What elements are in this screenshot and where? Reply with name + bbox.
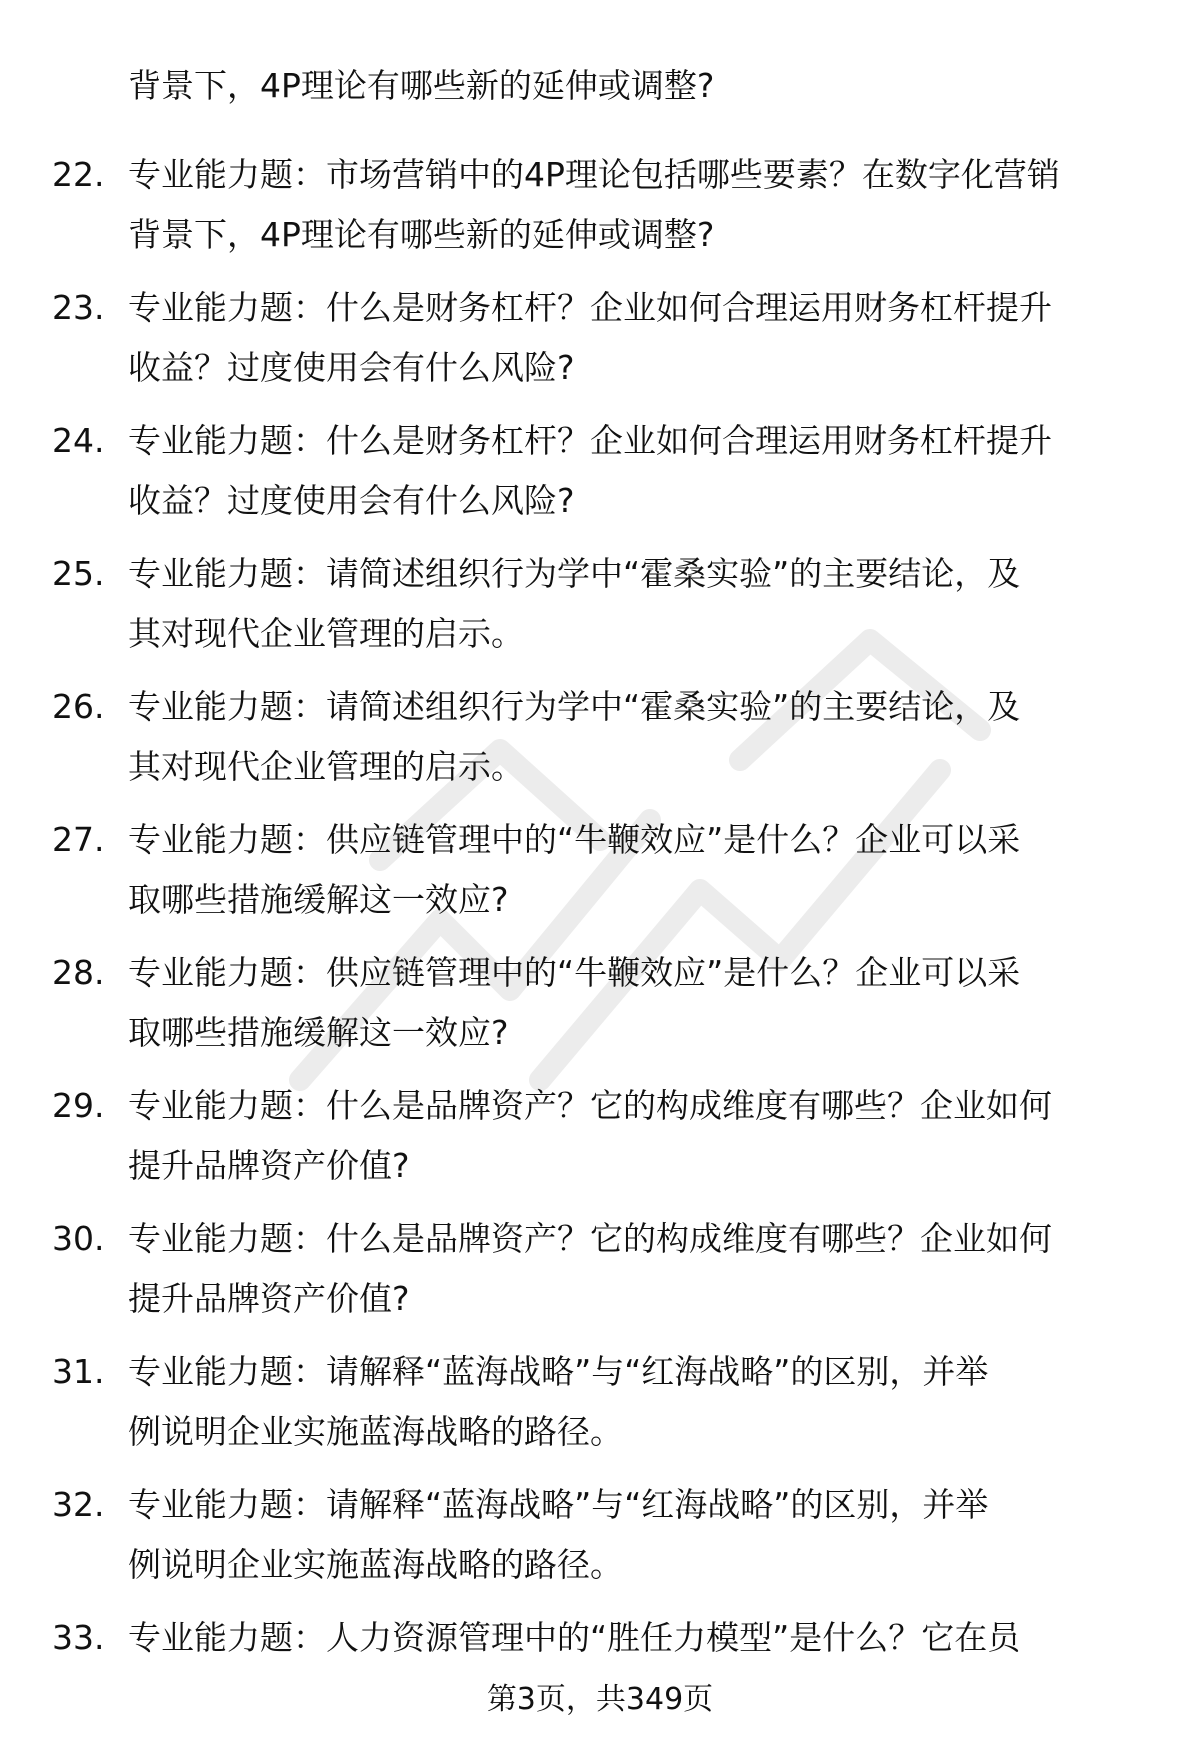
question-item bbox=[0, 1076, 1200, 1209]
question-text bbox=[128, 145, 1148, 265]
question-text bbox=[128, 1475, 1148, 1595]
question-number: 25. bbox=[52, 554, 105, 593]
question-line: 专业能力题：什么是品牌资产？它的构成维度有哪些？企业如何 bbox=[128, 1219, 1052, 1258]
question-line: 取哪些措施缓解这一效应? bbox=[128, 880, 509, 919]
question-line: 专业能力题：请简述组织行为学中“霍桑实验”的主要结论，及 bbox=[128, 687, 1021, 726]
question-line: 专业能力题：什么是品牌资产？它的构成维度有哪些？企业如何 bbox=[128, 1086, 1052, 1125]
question-text bbox=[128, 1608, 1148, 1668]
question-line: 背景下，4P理论有哪些新的延伸或调整? bbox=[128, 215, 715, 254]
question-line: 提升品牌资产价值? bbox=[128, 1279, 410, 1318]
question-line: 其对现代企业管理的启示。 bbox=[128, 614, 524, 653]
question-item bbox=[0, 943, 1200, 1076]
question-line: 专业能力题：请解释“蓝海战略”与“红海战略”的区别，并举 bbox=[128, 1485, 989, 1524]
question-number: 29. bbox=[52, 1086, 105, 1125]
question-number: 23. bbox=[52, 288, 105, 327]
question-line: 例说明企业实施蓝海战略的路径。 bbox=[128, 1545, 623, 1584]
question-item bbox=[0, 1342, 1200, 1475]
question-item bbox=[0, 810, 1200, 943]
question-item bbox=[0, 677, 1200, 810]
question-line: 提升品牌资产价值? bbox=[128, 1146, 410, 1185]
question-item bbox=[0, 1209, 1200, 1342]
question-text bbox=[128, 943, 1148, 1063]
question-text bbox=[128, 677, 1148, 797]
question-item bbox=[0, 411, 1200, 544]
question-number: 26. bbox=[52, 687, 105, 726]
question-line: 专业能力题：供应链管理中的“牛鞭效应”是什么？企业可以采 bbox=[128, 953, 1021, 992]
question-line: 例说明企业实施蓝海战略的路径。 bbox=[128, 1412, 623, 1451]
question-item bbox=[0, 145, 1200, 278]
question-text bbox=[128, 278, 1148, 398]
question-line: 专业能力题：供应链管理中的“牛鞭效应”是什么？企业可以采 bbox=[128, 820, 1021, 859]
question-list bbox=[0, 145, 1200, 1741]
question-number: 33. bbox=[52, 1618, 105, 1657]
question-line: 收益？过度使用会有什么风险? bbox=[128, 348, 575, 387]
question-number: 28. bbox=[52, 953, 105, 992]
page-footer: 第3页，共349页 bbox=[486, 1682, 714, 1717]
question-number: 31. bbox=[52, 1352, 105, 1391]
question-text bbox=[128, 1209, 1148, 1329]
question-number: 30. bbox=[52, 1219, 105, 1258]
question-number: 22. bbox=[52, 155, 105, 194]
question-number: 32. bbox=[52, 1485, 105, 1524]
question-line: 收益？过度使用会有什么风险? bbox=[128, 481, 575, 520]
question-text bbox=[128, 810, 1148, 930]
question-line: 专业能力题：人力资源管理中的“胜任力模型”是什么？它在员 bbox=[128, 1618, 1021, 1657]
question-item bbox=[0, 278, 1200, 411]
question-number: 27. bbox=[52, 820, 105, 859]
question-text bbox=[128, 544, 1148, 664]
question-line: 取哪些措施缓解这一效应? bbox=[128, 1013, 509, 1052]
question-line: 专业能力题：什么是财务杠杆？企业如何合理运用财务杠杆提升 bbox=[128, 288, 1052, 327]
question-item bbox=[0, 1475, 1200, 1608]
question-text bbox=[128, 1342, 1148, 1462]
question-line: 专业能力题：市场营销中的4P理论包括哪些要素？在数字化营销 bbox=[128, 155, 1060, 194]
question-item bbox=[0, 1608, 1200, 1741]
question-text bbox=[128, 1076, 1148, 1196]
continuation-text: 背景下，4P理论有哪些新的延伸或调整? bbox=[128, 66, 715, 105]
question-line: 专业能力题：什么是财务杠杆？企业如何合理运用财务杠杆提升 bbox=[128, 421, 1052, 460]
question-text bbox=[128, 411, 1148, 531]
question-line: 专业能力题：请简述组织行为学中“霍桑实验”的主要结论，及 bbox=[128, 554, 1021, 593]
question-line: 专业能力题：请解释“蓝海战略”与“红海战略”的区别，并举 bbox=[128, 1352, 989, 1391]
question-number: 24. bbox=[52, 421, 105, 460]
question-line: 其对现代企业管理的启示。 bbox=[128, 747, 524, 786]
question-item bbox=[0, 544, 1200, 677]
